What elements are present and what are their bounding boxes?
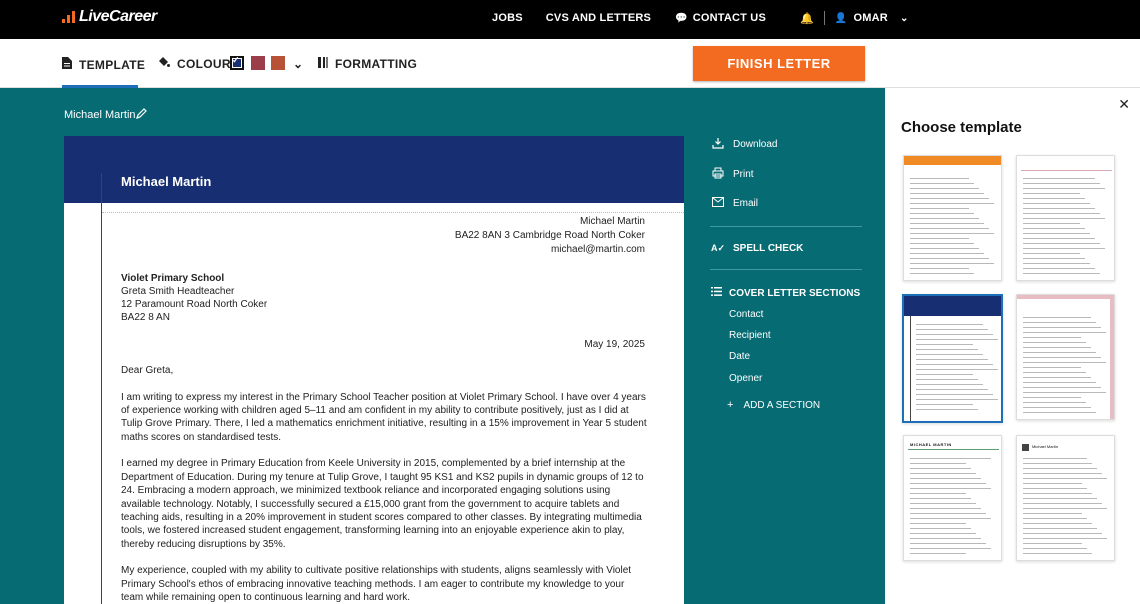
chat-bubble-icon: 💬: [675, 12, 688, 24]
thumbnail-text-line: [910, 188, 979, 189]
thumbnail-text-line: [1023, 513, 1082, 514]
thumbnail-text-line: [1023, 553, 1092, 554]
recipient-postcode: BA22 8 AN: [121, 312, 170, 323]
thumbnail-text-line: [1023, 488, 1087, 489]
body-paragraph: My experience, coupled with my ability to cultivate positive relationships with students, aligns seamlessly with Violet Primary School's ethos of embracing innovative teaching methods. I am eager to contribute my knowledge to your team while remaining open to continuous learning and hard work.: [121, 565, 632, 604]
thumbnail-text-line: [1023, 327, 1101, 328]
sender-block[interactable]: [455, 215, 645, 257]
thumbnail-text-line: [1023, 508, 1107, 509]
thumbnail-text-line: [1023, 357, 1101, 358]
thumbnail-text-line: [1023, 518, 1087, 519]
thumbnail-text-line: [916, 379, 978, 380]
thumbnail-text-line: [916, 364, 993, 365]
body-paragraph: I earned my degree in Primary Education from Keele University in 2015, complemented by a brief internship at the Department of Education. During my tenure at Tulip Grove, I taught 95 KS1 and KS2 pupils in dynamic groups of 12 to 24. Embracing a modern approach, we minimized textbook reliance and incorporated engaging solutions using available technology. Notably, I successfully secured a £15,000 grant from the government to acquire tablets and teaching aids, resulting in a 20% improvement in student scores compared to other classes. By integrating multimedia tools, we fostered increased student engagement, transforming learning into an enjoyable experience akin to play, thereby reducing disruptions by 35%.: [121, 458, 644, 550]
thumbnail-text-line: [1023, 528, 1097, 529]
salutation: Dear Greta,: [121, 365, 174, 376]
tab-formatting[interactable]: FORMATTING: [318, 57, 417, 71]
thumbnail-text-line: [1023, 213, 1100, 214]
thumbnail-text-line: [1023, 392, 1106, 393]
thumbnail-text-line: [916, 384, 983, 385]
thumbnail-text-line: [916, 394, 993, 395]
document-icon: [62, 57, 72, 72]
thumbnail-text-line: [910, 548, 991, 549]
plus-icon: +: [727, 399, 734, 411]
template-thumbnail-green[interactable]: MICHAEL MARTIN: [903, 435, 1002, 561]
thumbnail-text-line: [1023, 238, 1095, 239]
list-icon: [710, 287, 722, 299]
nav-divider: [824, 11, 825, 25]
checkmark-icon: ✓: [232, 55, 240, 65]
thumbnail-text-line: [910, 533, 976, 534]
thumbnail-text-line: [1023, 523, 1092, 524]
thumbnail-text-line: [1023, 317, 1091, 318]
thumbnail-text-line: [1023, 233, 1090, 234]
nav-contact-link[interactable]: CONTACT US: [692, 12, 766, 24]
thumbnail-text-line: [1023, 228, 1085, 229]
thumbnail-text-line: [910, 513, 986, 514]
recipient-name: Greta Smith Headteacher: [121, 286, 235, 297]
thumbnail-text-line: [910, 263, 994, 264]
panel-title: Choose template: [901, 119, 1022, 136]
letter-body[interactable]: [121, 364, 648, 604]
thumbnail-text-line: [910, 488, 991, 489]
colour-swatch-burgundy[interactable]: [251, 56, 265, 70]
thumbnail-text-line: [910, 258, 989, 259]
download-button[interactable]: Download: [710, 137, 777, 152]
user-name[interactable]: OMAR: [853, 12, 888, 24]
thumbnail-text-line: [1023, 382, 1096, 383]
chevron-down-icon[interactable]: ⌄: [899, 12, 909, 24]
nav-cvs-letters-link[interactable]: CVS AND LETTERS: [545, 12, 652, 24]
thumbnail-text-line: [910, 483, 986, 484]
section-link-recipient[interactable]: Recipient: [729, 330, 771, 341]
livecareer-logo[interactable]: LiveCareer: [62, 8, 157, 26]
thumbnail-text-line: [1023, 458, 1087, 459]
thumbnail-text-line: [1023, 263, 1090, 264]
thumbnail-text-line: [910, 268, 969, 269]
thumbnail-text-line: [916, 329, 988, 330]
thumbnail-text-line: [1023, 362, 1106, 363]
paint-bucket-icon: [158, 56, 170, 71]
thumbnail-text-line: [910, 538, 981, 539]
thumbnail-text-line: [910, 193, 984, 194]
thumbnail-text-line: [1023, 268, 1095, 269]
thumbnail-text-line: [1023, 337, 1081, 338]
thumbnail-text-line: [1023, 258, 1085, 259]
thumbnail-text-line: [910, 203, 994, 204]
thumbnail-text-line: [910, 528, 971, 529]
thumbnail-text-line: [910, 208, 969, 209]
thumbnail-text-line: [1023, 352, 1096, 353]
thumbnail-text-line: [1023, 248, 1105, 249]
thumbnail-text-line: [910, 183, 974, 184]
formatting-icon: [318, 57, 328, 71]
thumbnail-text-line: [910, 473, 976, 474]
recipient-street: 12 Paramount Road North Coker: [121, 299, 268, 310]
thumbnail-text-line: [910, 498, 971, 499]
user-icon: 👤: [834, 12, 848, 24]
thumbnail-text-line: [910, 223, 984, 224]
thumbnail-text-line: [910, 253, 984, 254]
thumbnail-text-line: [1023, 387, 1101, 388]
thumbnail-text-line: [910, 238, 969, 239]
thumbnail-text-line: [1023, 533, 1102, 534]
thumbnail-text-line: [910, 198, 989, 199]
cover-letter-sections-header: COVER LETTER SECTIONS: [710, 287, 860, 299]
thumbnail-text-line: [1023, 178, 1095, 179]
thumbnail-text-line: [916, 399, 998, 400]
add-section-button[interactable]: + ADD A SECTION: [727, 399, 821, 411]
colour-swatch-rust[interactable]: [271, 56, 285, 70]
thumbnail-text-line: [910, 503, 976, 504]
thumbnail-text-line: [1023, 473, 1102, 474]
email-button[interactable]: Email: [710, 197, 758, 210]
thumbnail-text-line: [910, 553, 966, 554]
colour-swatch-navy[interactable]: [230, 56, 244, 70]
thumbnail-text-line: [1023, 208, 1095, 209]
thumbnail-text-line: [1023, 322, 1096, 323]
actions-divider: [710, 226, 862, 227]
thumbnail-text-line: [910, 273, 974, 274]
thumbnail-text-line: [1023, 253, 1080, 254]
thumbnail-text-line: [916, 339, 998, 340]
letter-date[interactable]: May 19, 2025: [584, 339, 645, 350]
thumbnail-text-line: [1023, 548, 1087, 549]
thumbnail-text-line: [910, 468, 971, 469]
nav-jobs-link[interactable]: JOBS: [492, 12, 523, 24]
thumbnail-text-line: [1023, 198, 1085, 199]
thumbnail-text-line: [1023, 483, 1082, 484]
close-icon[interactable]: ✕: [1118, 96, 1130, 112]
sender-email: michael@martin.com: [550, 244, 645, 255]
thumbnail-text-line: [910, 518, 991, 519]
thumbnail-text-line: [916, 349, 978, 350]
section-link-opener[interactable]: Opener: [729, 373, 763, 384]
thumbnail-text-line: [1023, 468, 1097, 469]
thumbnail-text-line: [916, 374, 973, 375]
template-thumbnail-simple[interactable]: [1016, 155, 1115, 281]
template-thumbnail-navy-selected[interactable]: [902, 294, 1003, 423]
bell-icon[interactable]: 🔔: [799, 12, 814, 25]
thumbnail-text-line: [910, 228, 989, 229]
sender-name: Michael Martin: [579, 216, 645, 227]
thumbnail-text-line: [910, 508, 981, 509]
thumbnail-text-line: [1023, 203, 1090, 204]
thumbnail-text-line: [916, 344, 973, 345]
thumbnail-text-line: [916, 404, 973, 405]
printer-icon: [710, 167, 726, 182]
thumbnail-text-line: [1023, 347, 1091, 348]
thumbnail-text-line: [1023, 372, 1086, 373]
thumbnail-text-line: [1023, 412, 1096, 413]
letter-header: [64, 136, 684, 203]
thumbnail-text-line: [1023, 377, 1091, 378]
thumbnail-text-line: [1023, 538, 1107, 539]
thumbnail-text-line: [910, 248, 979, 249]
section-link-contact[interactable]: Contact: [729, 309, 764, 320]
thumbnail-text-line: [910, 178, 969, 179]
recipient-organisation: Violet Primary School: [121, 273, 225, 284]
thumbnail-text-line: [1023, 543, 1082, 544]
spell-check-button[interactable]: A✓ SPELL CHECK: [710, 243, 804, 254]
thumbnail-text-line: [1023, 367, 1081, 368]
thumbnail-text-line: [1023, 503, 1102, 504]
thumbnail-text-line: [1023, 218, 1105, 219]
download-icon: [710, 137, 726, 152]
recipient-block[interactable]: [121, 272, 267, 324]
letter-header-name: Michael Martin: [121, 174, 212, 189]
thumbnail-text-line: [916, 409, 978, 410]
thumbnail-text-line: [910, 523, 966, 524]
cover-letter-page[interactable]: [64, 136, 684, 604]
choose-template-panel: [885, 88, 1140, 604]
thumbnail-text-line: [910, 463, 966, 464]
thumbnail-text-line: [916, 369, 998, 370]
thumbnail-text-line: [1023, 407, 1091, 408]
template-thumbnail-pink[interactable]: [1016, 294, 1115, 420]
envelope-icon: [710, 197, 726, 210]
thumbnail-text-line: [916, 334, 993, 335]
template-thumbnail-orange[interactable]: [903, 155, 1002, 281]
thumbnail-text-line: [910, 458, 991, 459]
thumbnail-text-line: [1023, 223, 1080, 224]
template-thumbnail-grey-box[interactable]: Michael Martin: [1016, 435, 1115, 561]
thumbnail-text-line: [1023, 493, 1092, 494]
actions-divider: [710, 269, 862, 270]
thumbnail-text-line: [1023, 273, 1100, 274]
colour-chevron-down-icon[interactable]: ⌄: [293, 57, 304, 71]
body-paragraph: I am writing to express my interest in the Primary School Teacher position at Violet Primary School. I have over 4 years of experience working with children aged 5–11 and am confident in my ability to contribute positively, just as I did at Tulip Grove Primary. There, I led a mathematics enrichment initiative, resulting in a 15% improvement in Year 5 student maths scores on standardised tests.: [121, 391, 647, 443]
nav-links: [492, 11, 909, 25]
section-link-date[interactable]: Date: [729, 351, 751, 362]
thumbnail-text-line: [916, 359, 988, 360]
thumbnail-text-line: [916, 389, 988, 390]
spellcheck-icon: A✓: [710, 243, 726, 253]
pencil-icon[interactable]: [136, 107, 148, 122]
tab-template[interactable]: TEMPLATE: [62, 57, 145, 72]
thumbnail-text-line: [1023, 342, 1086, 343]
finish-letter-button[interactable]: FINISH LETTER: [693, 46, 865, 81]
thumbnail-text-line: [910, 543, 986, 544]
thumbnail-text-line: [1023, 402, 1086, 403]
thumbnail-text-line: [910, 213, 974, 214]
thumbnail-text-line: [1023, 463, 1092, 464]
document-name[interactable]: Michael Martin: [64, 109, 136, 121]
print-button[interactable]: Print: [710, 167, 754, 182]
tab-colour[interactable]: COLOUR: [158, 56, 231, 71]
thumbnail-text-line: [1023, 188, 1105, 189]
thumbnail-text-line: [1023, 478, 1107, 479]
thumbnail-text-line: [916, 324, 983, 325]
thumbnail-text-line: [1023, 332, 1106, 333]
thumbnail-text-line: [1023, 397, 1081, 398]
thumbnail-text-line: [910, 218, 979, 219]
sender-address: BA22 8AN 3 Cambridge Road North Coker: [454, 230, 645, 241]
thumbnail-text-line: [910, 243, 974, 244]
letter-vertical-rule: [101, 173, 102, 604]
thumbnail-text-line: [910, 478, 981, 479]
thumbnail-text-line: [916, 354, 983, 355]
thumbnail-text-line: [1023, 183, 1100, 184]
top-navigation: [0, 0, 1140, 39]
thumbnail-text-line: [910, 493, 966, 494]
thumbnail-text-line: [1023, 193, 1080, 194]
letter-dotted-divider: [102, 212, 684, 213]
thumbnail-text-line: [1023, 243, 1100, 244]
logo-bars-icon: [62, 11, 76, 23]
thumbnail-text-line: [910, 233, 994, 234]
thumbnail-text-line: [1023, 498, 1097, 499]
